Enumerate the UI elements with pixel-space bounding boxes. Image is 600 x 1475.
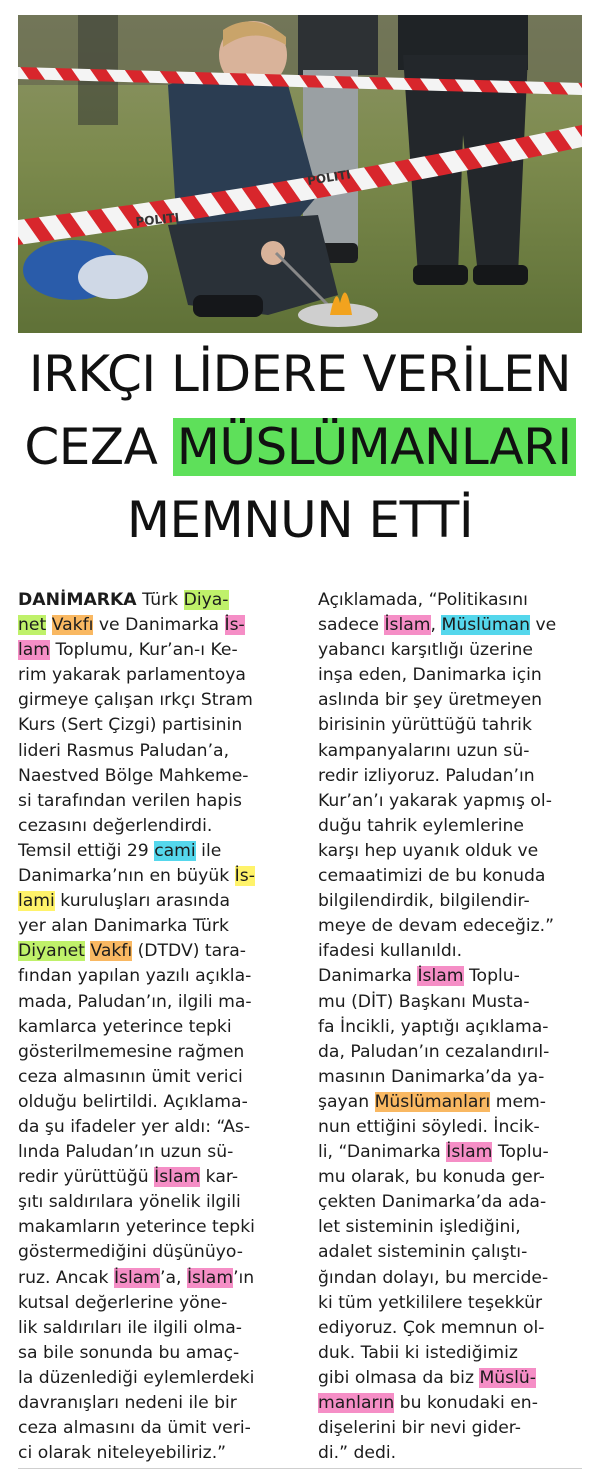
highlighted-word: İslam <box>154 1167 201 1188</box>
article-text: la düzenlediği eylemlerdeki <box>18 1367 255 1388</box>
article-text: Danimarka’nın en büyük <box>18 866 235 887</box>
article-text: Naestved Bölge Mahkeme- <box>18 765 249 786</box>
article-text: şayan <box>318 1091 375 1112</box>
article-text: mu (DİT) Başkanı Musta- <box>318 991 530 1012</box>
article-text: duk. Tabii ki istediğimiz <box>318 1342 518 1363</box>
highlighted-word: Diyanet <box>18 941 85 962</box>
article-text: makamların yeterince tepki <box>18 1217 255 1238</box>
article-text: ’a, <box>160 1267 187 1288</box>
article-text: kuruluşları arasında <box>54 891 231 912</box>
article-text: fa İncikli, yaptığı açıklama- <box>318 1016 549 1037</box>
headline <box>0 338 600 557</box>
highlighted-word: İslam <box>186 1267 234 1288</box>
article-text: masının Danimarka’da ya- <box>318 1066 545 1087</box>
article-text: ediyoruz. Çok memnun ol- <box>318 1317 545 1338</box>
article-text-left <box>18 590 255 1463</box>
article-text: li, “Danimarka <box>318 1142 447 1163</box>
highlighted-word: lam <box>18 640 51 661</box>
highlighted-word: cami <box>154 840 196 861</box>
article-text: gösterilmemesine rağmen <box>18 1041 245 1062</box>
article-lead: DANİMARKA <box>18 590 137 610</box>
headline-highlight: MÜSLÜMANLARI <box>173 418 576 476</box>
article-text: adalet sisteminin çalıştı- <box>318 1242 528 1263</box>
highlighted-word: Vakfı <box>90 941 133 962</box>
article-text: Toplumu, Kur’an-ı Ke- <box>50 640 238 661</box>
article-text: ki tüm yetkililere teşekkür <box>318 1292 543 1313</box>
article-text: yabancı karşıtlığı üzerine <box>318 640 533 661</box>
highlighted-word: Diya- <box>183 590 229 610</box>
article-text: cezasını değerlendirdi. <box>18 815 213 836</box>
article-text: si tarafından verilen hapis <box>18 790 242 811</box>
headline-line-3: MEMNUN ETTİ <box>126 491 474 549</box>
article-text: karşı hep uyanık olduk ve <box>318 840 539 861</box>
highlighted-word: net <box>18 615 47 636</box>
article-text: çekten Danimarka’da ada- <box>318 1192 547 1213</box>
article-text: bu konudaki en- <box>394 1393 538 1413</box>
tape-label: POLITI <box>134 210 180 229</box>
article-column-right <box>318 588 584 1466</box>
article-text: Toplu- <box>492 1142 549 1163</box>
article-text: mu olarak, bu konuda ger- <box>318 1167 545 1188</box>
article-text: let sisteminin işlediğini, <box>318 1217 521 1238</box>
article-text: aslında bir şey üretmeyen <box>318 690 543 711</box>
article-text: şıtı saldırılara yönelik ilgili <box>18 1192 241 1213</box>
article-text: Kur’an’ı yakarak yapmış ol- <box>318 790 552 811</box>
article-text: redir yürüttüğü <box>18 1167 155 1188</box>
article-text: rim yakarak parlamentoya <box>18 665 246 686</box>
article-text: ci olarak niteleyebiliriz.” <box>18 1443 227 1464</box>
article-text: ’ın <box>233 1267 255 1288</box>
article-text: kar- <box>200 1167 239 1188</box>
article-text: Açıklamada, “Politikasını <box>318 590 528 610</box>
article-text: di.” dedi. <box>318 1443 397 1464</box>
article-text: (DTDV) tara- <box>132 941 246 962</box>
article-text: sa bile sonunda bu amaç- <box>18 1342 240 1363</box>
highlighted-word: İs- <box>224 615 245 636</box>
article-text: dişelerini bir nevi gider- <box>318 1418 521 1439</box>
article-text: ceza almasını da ümit veri- <box>18 1418 251 1439</box>
article-text: nun ettiğini söyledi. İncik- <box>318 1116 540 1137</box>
article-text: ile <box>195 840 222 861</box>
highlighted-word: lami <box>18 891 55 912</box>
highlighted-word: Müslü- <box>479 1367 536 1388</box>
article-text: Toplu- <box>463 966 520 987</box>
article-text: ve <box>530 615 557 636</box>
article-text: davranışları nedeni ile bir <box>18 1393 237 1413</box>
article-text <box>46 615 51 635</box>
article-text: kampanyalarını uzun sü- <box>318 740 530 761</box>
article-text: lında Paludan’ın uzun sü- <box>18 1142 234 1163</box>
article-body-right <box>318 588 584 1466</box>
article-text: ceza almasının ümit verici <box>18 1066 243 1087</box>
article-column-left <box>18 588 292 1466</box>
article-text: duğu tahrik eylemlerine <box>318 815 524 836</box>
article-text: sadece <box>318 615 385 636</box>
news-photo <box>18 15 582 333</box>
article-text: olduğu belirtildi. Açıklama- <box>18 1091 248 1112</box>
highlighted-word: İslam <box>446 1142 493 1163</box>
tape-label: POLITI <box>306 167 352 188</box>
article-text: Danimarka <box>318 966 418 987</box>
article-text: kutsal değerlerine yöne- <box>18 1292 228 1313</box>
article-text: , <box>430 615 442 636</box>
article-text: redir izliyoruz. Paludan’ın <box>318 765 535 786</box>
article-text: mada, Paludan’ın, ilgili ma- <box>18 991 252 1012</box>
article-text: lik saldırıları ile ilgili olma- <box>18 1317 242 1338</box>
headline-line-1: IRKÇI LİDERE VERİLEN <box>28 345 572 403</box>
article-text: da şu ifadeler yer aldı: “As- <box>18 1116 251 1137</box>
highlighted-word: Müslümanları <box>374 1091 491 1112</box>
highlighted-word: İslam <box>417 966 464 987</box>
article-text: Temsil ettiği 29 <box>18 840 155 861</box>
bottom-divider <box>18 1468 582 1469</box>
article-text: ğından dolayı, bu mercide- <box>318 1267 549 1288</box>
headline-line-2-pre: CEZA <box>24 418 173 476</box>
article-text: inşa eden, Danimarka için <box>318 665 542 686</box>
photo-illustration <box>18 15 582 333</box>
article-text: göstermediğini düşünüyo- <box>18 1242 243 1263</box>
article-text: gibi olmasa da biz <box>318 1367 480 1388</box>
article-text: girmeye çalışan ırkçı Stram <box>18 690 253 711</box>
highlighted-word: İslam <box>384 615 431 636</box>
article-body-left <box>18 588 292 1466</box>
highlighted-word: Müslüman <box>441 615 530 636</box>
highlighted-word: Vakfı <box>51 615 94 636</box>
article-text: ruz. Ancak <box>18 1267 114 1288</box>
article-text: birisinin yürüttüğü tahrik <box>318 715 532 736</box>
article-text: Türk <box>136 590 184 610</box>
article-text: fından yapılan yazılı açıkla- <box>18 966 252 987</box>
article-text: cemaatimizi de bu konuda <box>318 866 546 887</box>
article-text: da, Paludan’ın cezalandırıl- <box>318 1041 550 1062</box>
highlighted-word: İs- <box>234 866 255 887</box>
article-text: yer alan Danimarka Türk <box>18 916 229 937</box>
article-text: ve Danimarka <box>93 615 225 636</box>
article-text: ifadesi kullanıldı. <box>318 941 463 962</box>
article-text: meye de devam edeceğiz.” <box>318 916 555 937</box>
highlighted-word: İslam <box>113 1267 161 1288</box>
article-text: kamlarca yeterince tepki <box>18 1016 232 1037</box>
article-text: mem- <box>490 1091 546 1112</box>
article-text: lideri Rasmus Paludan’a, <box>18 740 230 761</box>
highlighted-word: manların <box>318 1393 395 1413</box>
article-text: bilgilendirdik, bilgilendir- <box>318 891 530 912</box>
article-text: Kurs (Sert Çizgi) partisinin <box>18 715 243 736</box>
